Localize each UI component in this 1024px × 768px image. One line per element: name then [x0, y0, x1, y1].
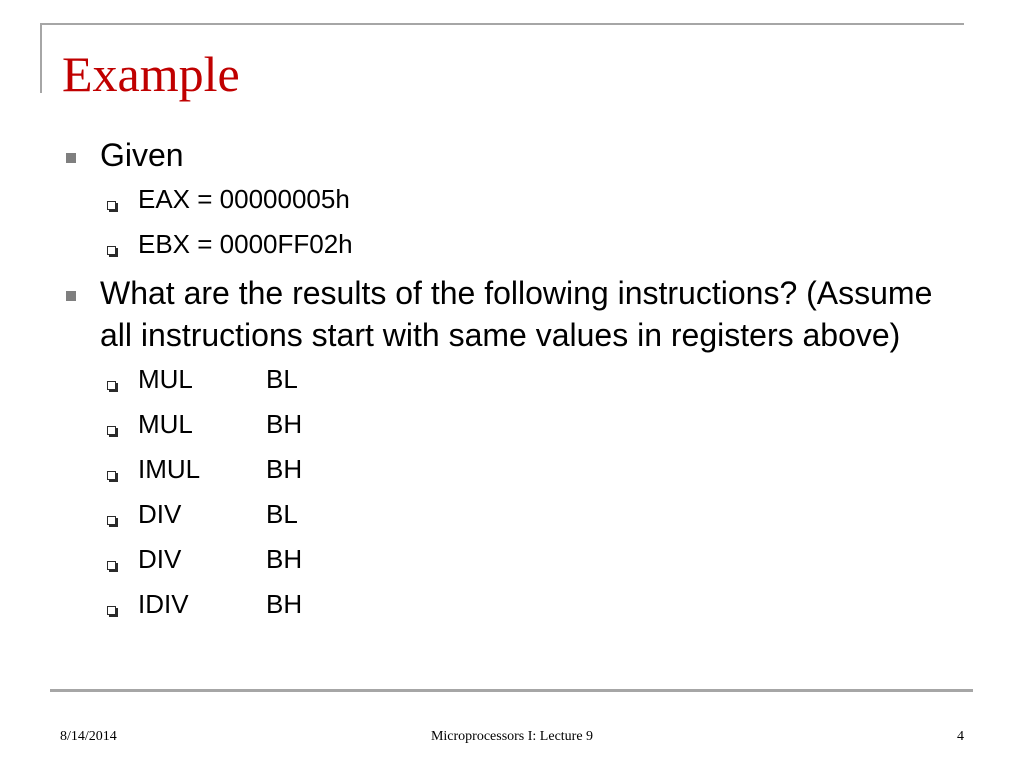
instruction-arg: BH: [266, 454, 303, 484]
instruction-item: [64, 497, 964, 542]
instruction-op: MUL: [138, 409, 193, 439]
checkbox-bullet-icon: [107, 426, 116, 435]
checkbox-bullet-icon: [107, 561, 116, 570]
footer-page-number: 4: [957, 729, 964, 744]
instruction-item: [64, 452, 964, 497]
square-bullet-icon: [66, 291, 76, 301]
footer-date: 8/14/2014: [60, 729, 117, 744]
checkbox-bullet-icon: [107, 606, 116, 615]
instruction-op: IMUL: [138, 454, 201, 484]
square-bullet-icon: [66, 153, 76, 163]
checkbox-bullet-icon: [107, 201, 116, 210]
given-item: [64, 227, 964, 272]
given-label: Given: [100, 137, 184, 173]
footer-course: Microprocessors I: Lecture 9: [430, 729, 594, 744]
checkbox-bullet-icon: [107, 471, 116, 480]
question-text: What are the results of the following instructions? (Assume all instructions start with same values in registers above): [100, 275, 933, 353]
slide-title: Example: [62, 46, 240, 102]
instruction-op: DIV: [138, 499, 182, 529]
given-item-text: EAX = 00000005h: [138, 184, 350, 214]
instruction-item: [64, 542, 964, 587]
instruction-op: MUL: [138, 364, 193, 394]
instruction-op: IDIV: [138, 589, 189, 619]
checkbox-bullet-icon: [107, 381, 116, 390]
instruction-arg: BH: [266, 409, 303, 439]
slide-content: [64, 134, 964, 632]
instruction-item: [64, 362, 964, 407]
instruction-arg: BH: [266, 589, 303, 619]
footer-divider: [50, 689, 973, 692]
instruction-item: [64, 587, 964, 632]
frame-top-line: [40, 23, 964, 25]
instruction-op: DIV: [138, 544, 182, 574]
instruction-arg: BL: [266, 364, 298, 394]
bullet-given: [64, 134, 964, 176]
checkbox-bullet-icon: [107, 516, 116, 525]
instruction-item: [64, 407, 964, 452]
checkbox-bullet-icon: [107, 246, 116, 255]
instruction-arg: BH: [266, 544, 303, 574]
frame-left-line: [40, 23, 42, 93]
given-item-text: EBX = 0000FF02h: [138, 229, 353, 259]
bullet-question: [64, 272, 964, 356]
given-item: [64, 182, 964, 227]
instruction-arg: BL: [266, 499, 298, 529]
